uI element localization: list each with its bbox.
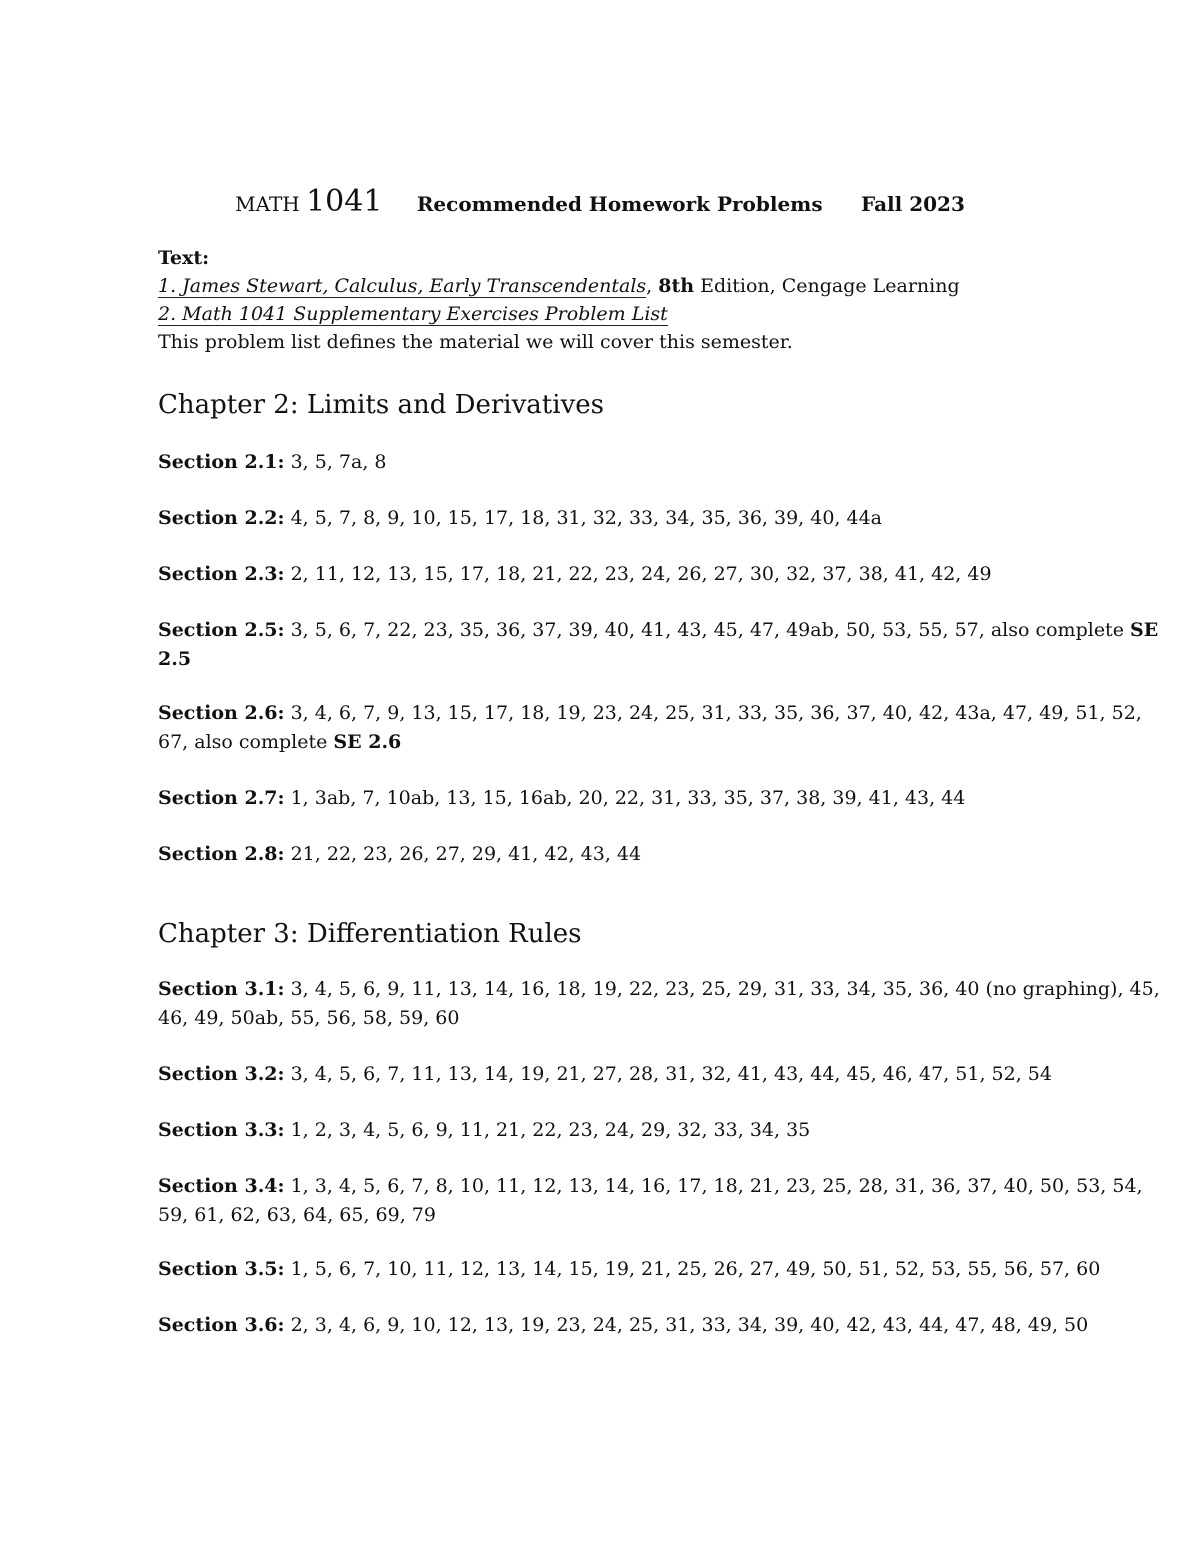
section-problems: 1, 3, 4, 5, 6, 7, 8, 10, 11, 12, 13, 14, 16, 17, 18, 21, 23, 25, 28, 31, 36, 37, 40, 50, 53, 54, 59, 61, 62, 63, 64, 65, 69, 79	[158, 1175, 1143, 1226]
term-label: Fall 2023	[860, 192, 965, 216]
section-label: Section 2.3:	[158, 563, 285, 585]
section-label: Section 3.6:	[158, 1314, 285, 1336]
chapter-3-heading: Chapter 3: Differentiation Rules	[158, 919, 582, 949]
section-3-4	[158, 1172, 1168, 1230]
document-title: Recommended Homework Problems	[416, 192, 823, 216]
section-problems: 2, 3, 4, 6, 9, 10, 12, 13, 19, 23, 24, 25, 31, 33, 34, 39, 40, 42, 43, 44, 47, 48, 49, 50	[290, 1314, 1089, 1336]
course-prefix: MATH	[235, 192, 300, 216]
page-title	[0, 184, 1200, 219]
chapter-2-heading: Chapter 2: Limits and Derivatives	[158, 390, 604, 420]
section-2-1	[158, 448, 1168, 477]
section-2-5	[158, 616, 1168, 674]
ref1-separator: ,	[646, 275, 659, 297]
section-2-2	[158, 504, 1168, 533]
section-label: Section 3.4:	[158, 1175, 285, 1197]
section-problems: 3, 4, 6, 7, 9, 13, 15, 17, 18, 19, 23, 24, 25, 31, 33, 35, 36, 37, 40, 42, 43a, 47, 49, 51, 52, 67, also complete	[158, 702, 1142, 753]
section-problems: 3, 5, 7a, 8	[290, 451, 387, 473]
edition-number: 8th	[658, 275, 695, 297]
section-problems: 3, 4, 5, 6, 7, 11, 13, 14, 19, 21, 27, 28, 31, 32, 41, 43, 44, 45, 46, 47, 51, 52, 54	[290, 1063, 1052, 1085]
section-label: Section 2.1:	[158, 451, 285, 473]
section-label: Section 2.2:	[158, 507, 285, 529]
section-label: Section 2.7:	[158, 787, 285, 809]
section-2-6	[158, 699, 1168, 757]
course-number: 1041	[306, 184, 383, 219]
section-problems: 1, 2, 3, 4, 5, 6, 9, 11, 21, 22, 23, 24, 29, 32, 33, 34, 35	[290, 1119, 811, 1141]
section-problems: 4, 5, 7, 8, 9, 10, 15, 17, 18, 31, 32, 33, 34, 35, 36, 39, 40, 44a	[290, 507, 883, 529]
section-label: Section 2.5:	[158, 619, 285, 641]
section-2-3	[158, 560, 1168, 589]
section-label: Section 3.2:	[158, 1063, 285, 1085]
section-3-3	[158, 1116, 1168, 1145]
edition-publisher: Edition, Cengage Learning	[694, 275, 960, 297]
supplementary-list-title: 2. Math 1041 Supplementary Exercises Problem List	[158, 303, 668, 325]
section-problems: 1, 3ab, 7, 10ab, 13, 15, 16ab, 20, 22, 31, 33, 35, 37, 38, 39, 41, 43, 44	[290, 787, 966, 809]
section-2-7	[158, 784, 1168, 813]
textbook-info	[158, 244, 1168, 356]
section-3-5	[158, 1255, 1168, 1284]
section-3-2	[158, 1060, 1168, 1089]
section-label: Section 3.5:	[158, 1258, 285, 1280]
section-3-6	[158, 1311, 1168, 1340]
section-2-8	[158, 840, 1168, 869]
section-label: Section 3.1:	[158, 978, 285, 1000]
text-label: Text:	[158, 247, 210, 269]
section-extra: SE 2.5	[158, 619, 1159, 670]
section-label: Section 3.3:	[158, 1119, 285, 1141]
section-problems: 3, 4, 5, 6, 9, 11, 13, 14, 16, 18, 19, 22, 23, 25, 29, 31, 33, 34, 35, 36, 40 (no graphing), 45, 46, 49, 50ab, 55, 56, 58, 59, 60	[158, 978, 1160, 1029]
section-label: Section 2.6:	[158, 702, 285, 724]
section-problems: 3, 5, 6, 7, 22, 23, 35, 36, 37, 39, 40, 41, 43, 45, 47, 49ab, 50, 53, 55, 57, also complete	[290, 619, 1124, 641]
section-problems: 1, 5, 6, 7, 10, 11, 12, 13, 14, 15, 19, 21, 25, 26, 27, 49, 50, 51, 52, 53, 55, 56, 57, 60	[290, 1258, 1101, 1280]
document-content	[158, 244, 1168, 1340]
textbook-reference-1	[158, 272, 1168, 300]
section-3-1	[158, 975, 1168, 1033]
textbook-title-link: 1. James Stewart, Calculus, Early Transcendentals	[158, 275, 647, 297]
textbook-reference-2	[158, 300, 1168, 328]
section-label: Section 2.8:	[158, 843, 285, 865]
section-problems: 2, 11, 12, 13, 15, 17, 18, 21, 22, 23, 24, 26, 27, 30, 32, 37, 38, 41, 42, 49	[290, 563, 992, 585]
section-extra: SE 2.6	[333, 731, 402, 753]
problem-list-note: This problem list defines the material we will cover this semester.	[158, 331, 793, 353]
section-problems: 21, 22, 23, 26, 27, 29, 41, 42, 43, 44	[290, 843, 642, 865]
